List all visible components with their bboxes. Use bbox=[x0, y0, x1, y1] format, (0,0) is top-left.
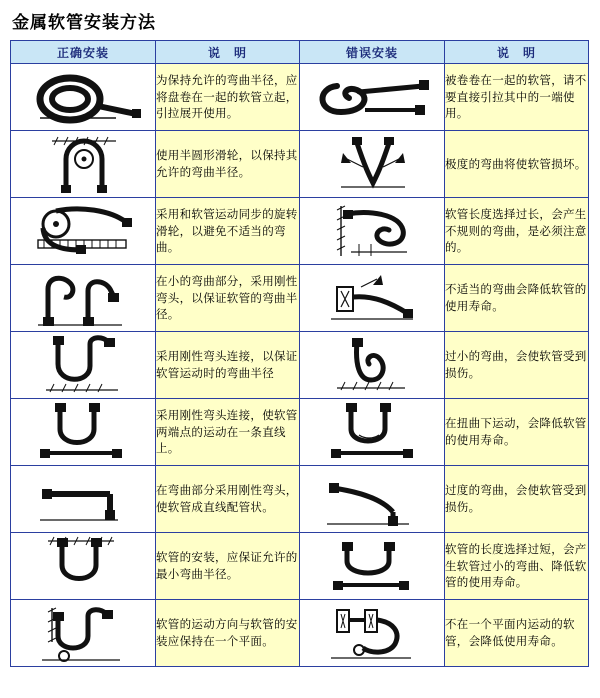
figure-hose-twisted-in-motion bbox=[300, 399, 445, 466]
description-wrong: 极度的弯曲将使软管损坏。 bbox=[445, 131, 589, 198]
description-correct: 在小的弯曲部分，采用刚性弯头，以保证软管的弯曲半径。 bbox=[156, 265, 300, 332]
figure-improper-bend-at-fitting bbox=[300, 265, 445, 332]
figure-hose-too-long-small-bend bbox=[300, 533, 445, 600]
figure-rigid-elbows-both-ends-straight-line bbox=[11, 399, 156, 466]
table-row bbox=[11, 399, 589, 466]
description-correct: 采用刚性弯头连接，使软管两端点的运动在一条直线上。 bbox=[156, 399, 300, 466]
table-row bbox=[11, 332, 589, 399]
description-correct: 使用半圆形滑轮，以保持其允许的弯曲半径。 bbox=[156, 131, 300, 198]
header-correct-install: 正确安装 bbox=[11, 41, 156, 64]
figure-rigid-elbow-straight-piping bbox=[11, 466, 156, 533]
figure-hose-motion-same-plane-as-install bbox=[11, 600, 156, 667]
description-wrong: 在扭曲下运动，会降低软管的使用寿命。 bbox=[445, 399, 589, 466]
figure-over-tight-u-bend bbox=[300, 332, 445, 399]
description-correct: 采用和软管运动同步的旋转滑轮，以避免不适当的弯曲。 bbox=[156, 198, 300, 265]
header-description-1: 说 明 bbox=[156, 41, 300, 64]
table-header-row bbox=[11, 41, 589, 64]
description-wrong: 软管长度选择过长，会产生不规则的弯曲，是必须注意的。 bbox=[445, 198, 589, 265]
description-correct: 软管的安装，应保证允许的最小弯曲半径。 bbox=[156, 533, 300, 600]
figure-hose-over-semicircular-pulley bbox=[11, 131, 156, 198]
description-wrong: 过小的弯曲，会使软管受到损伤。 bbox=[445, 332, 589, 399]
figure-hose-sharp-v-bend bbox=[300, 131, 445, 198]
figure-hose-too-long-irregular-loop bbox=[300, 198, 445, 265]
figure-hose-motion-out-of-plane bbox=[300, 600, 445, 667]
description-wrong: 被卷卷在一起的软管，请不要直接引拉其中的一端使用。 bbox=[445, 64, 589, 131]
table-row bbox=[11, 533, 589, 600]
description-correct: 为保持允许的弯曲半径，应将盘卷在一起的软管立起，引拉展开使用。 bbox=[156, 64, 300, 131]
description-correct: 采用刚性弯头连接，以保证软管运动时的弯曲半径 bbox=[156, 332, 300, 399]
description-wrong: 不在一个平面内运动的软管，会降低使用寿命。 bbox=[445, 600, 589, 667]
description-correct: 在弯曲部分采用刚性弯头，使软管成直线配管状。 bbox=[156, 466, 300, 533]
figure-excessive-bend-at-elbow bbox=[300, 466, 445, 533]
figure-rigid-elbow-at-small-bend bbox=[11, 265, 156, 332]
figure-hose-installed-min-bend-radius bbox=[11, 533, 156, 600]
table-row bbox=[11, 265, 589, 332]
description-correct: 软管的运动方向与软管的安装应保持在一个平面。 bbox=[156, 600, 300, 667]
figure-coiled-hose-vertical-stand bbox=[11, 64, 156, 131]
table-row bbox=[11, 198, 589, 265]
figure-coiled-hose-pulled-straight bbox=[300, 64, 445, 131]
table-row bbox=[11, 64, 589, 131]
description-wrong: 过度的弯曲，会使软管受到损伤。 bbox=[445, 466, 589, 533]
table-row bbox=[11, 600, 589, 667]
header-description-2: 说 明 bbox=[445, 41, 589, 64]
hose-installation-table bbox=[10, 40, 589, 667]
table-row bbox=[11, 466, 589, 533]
description-wrong: 不适当的弯曲会降低软管的使用寿命。 bbox=[445, 265, 589, 332]
figure-hose-with-rotating-pulley-chain bbox=[11, 198, 156, 265]
figure-rigid-elbow-u-loop bbox=[11, 332, 156, 399]
header-wrong-install: 错误安装 bbox=[300, 41, 445, 64]
table-row bbox=[11, 131, 589, 198]
description-wrong: 软管的长度选择过短，会产生软管过小的弯曲、降低软管的使用寿命。 bbox=[445, 533, 589, 600]
page-title: 金属软管安装方法 bbox=[12, 13, 156, 33]
